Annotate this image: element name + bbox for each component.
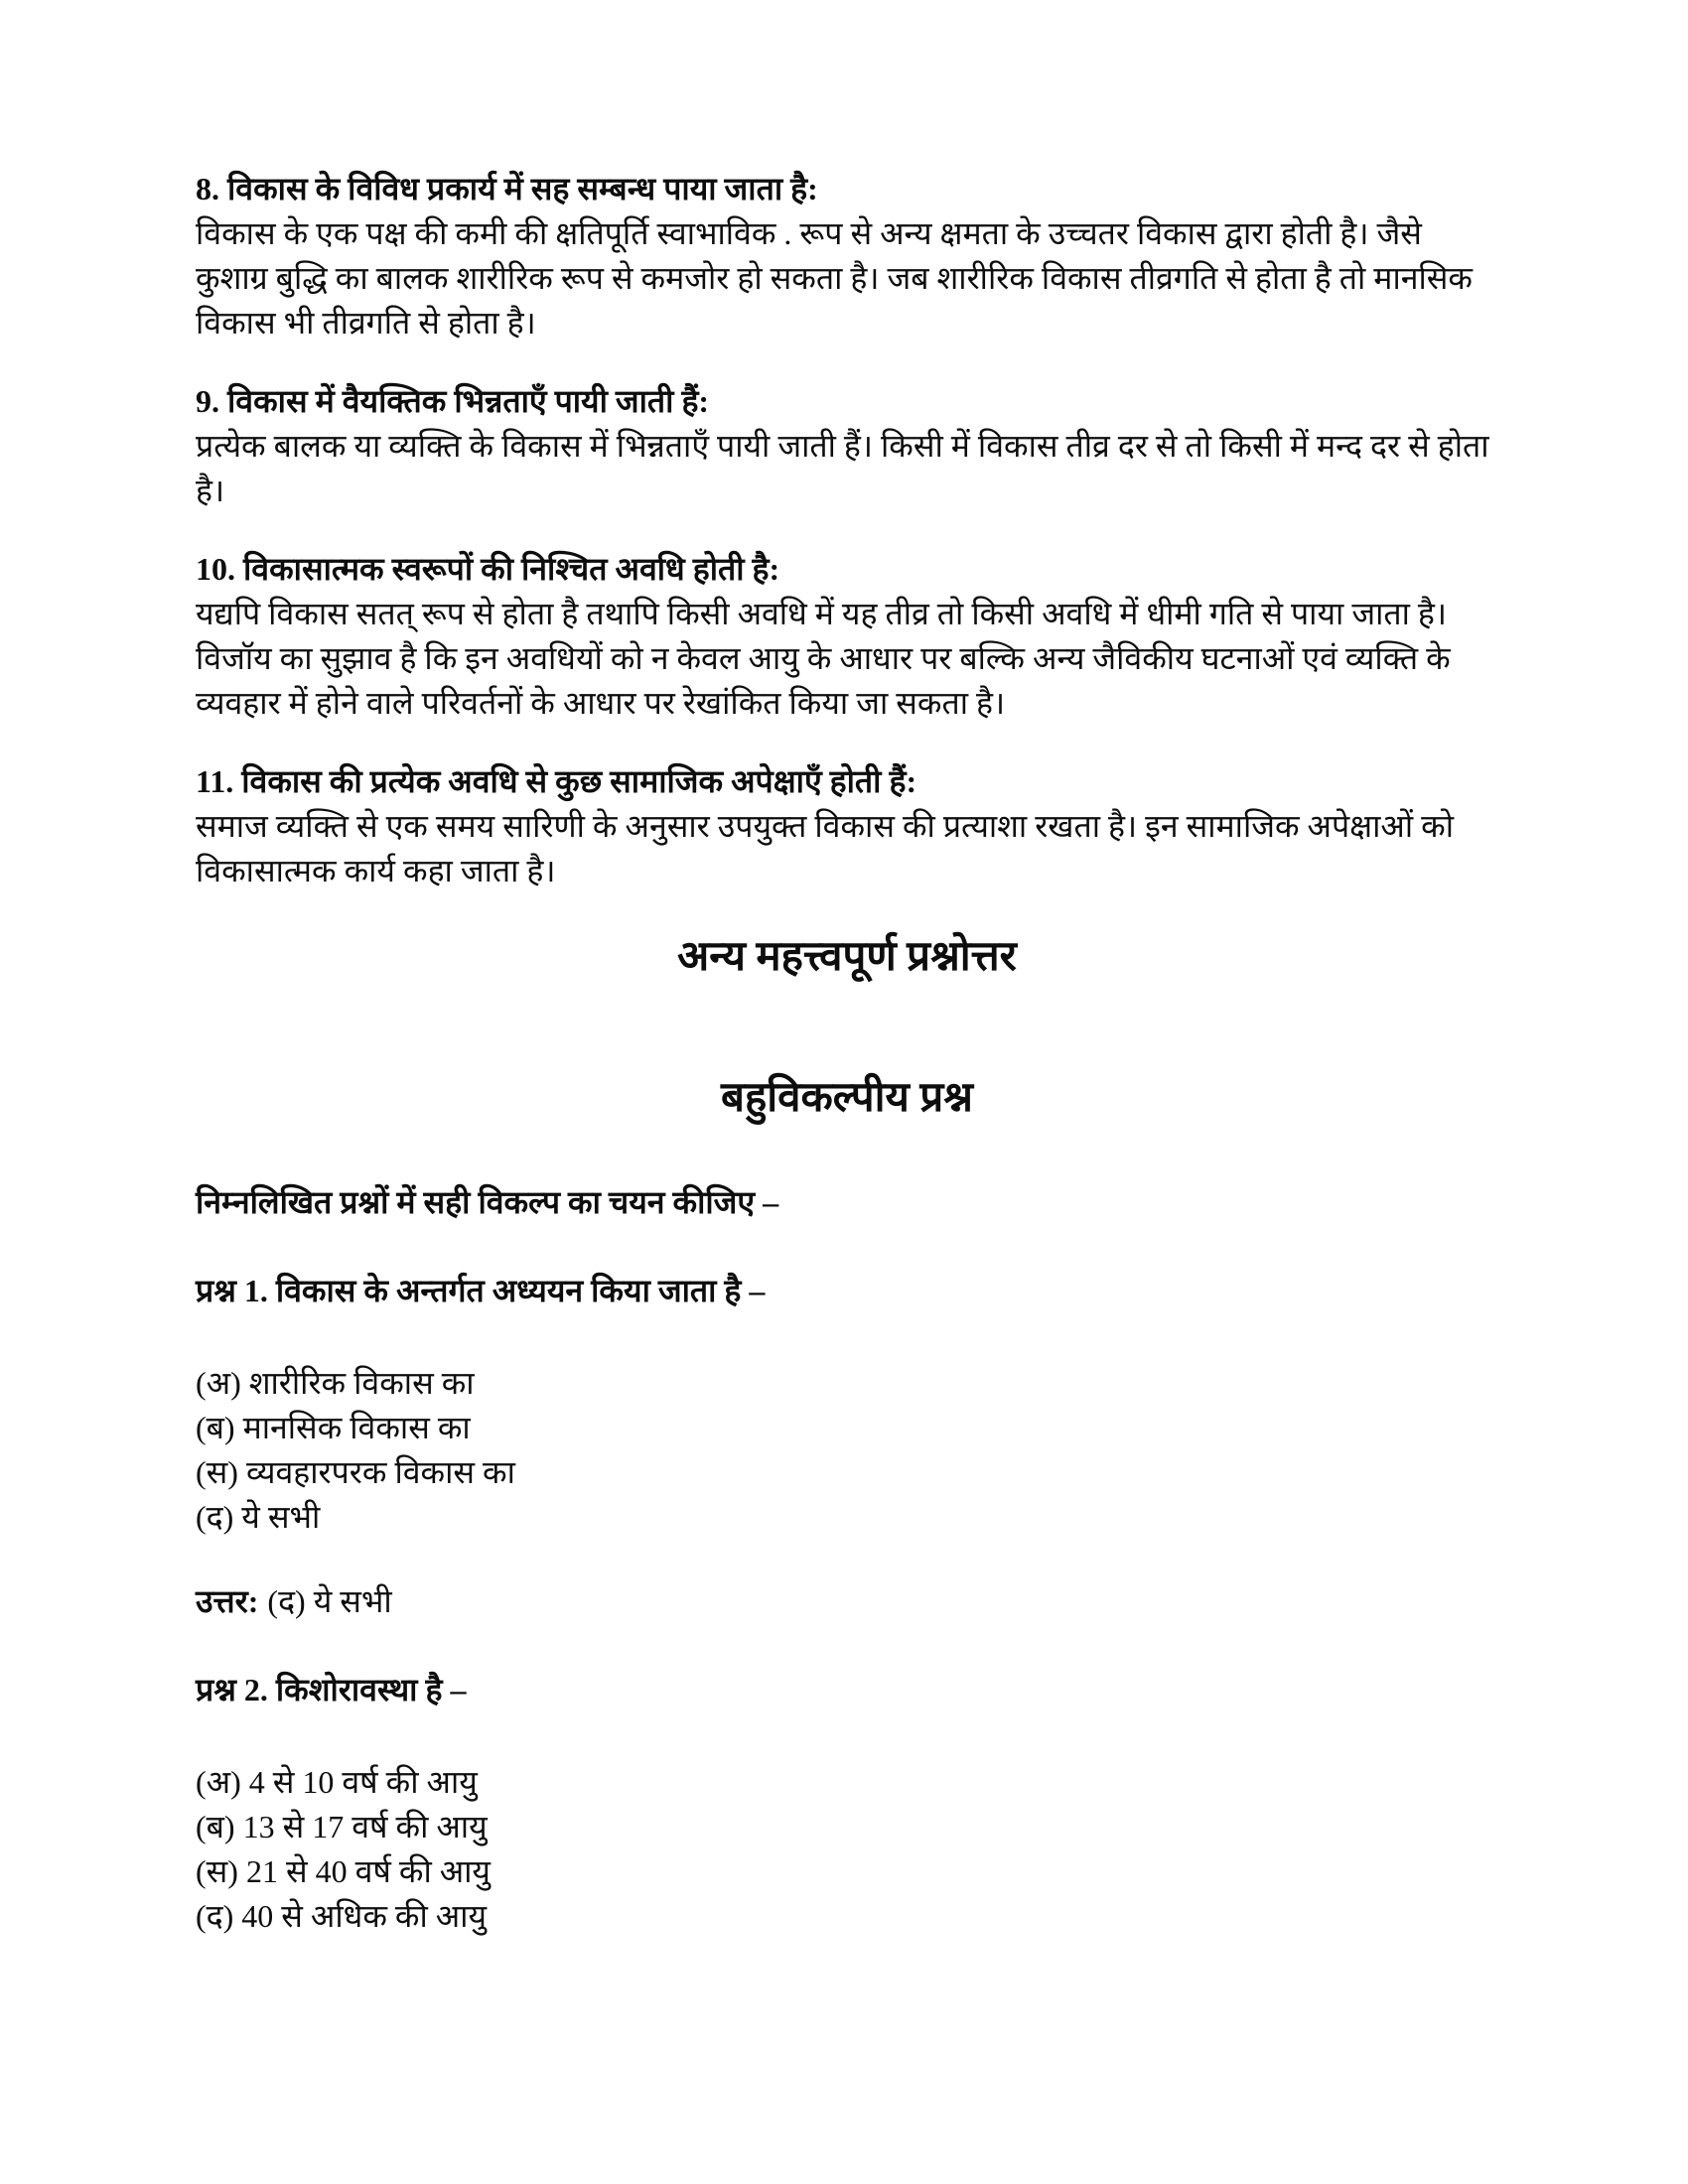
section-heading: 11. विकास की प्रत्येक अवधि से कुछ सामाजिक अपेक्षाएँ होती हैं: <box>196 763 917 799</box>
sub-heading: बहुविकल्पीय प्रश्न <box>721 1075 973 1121</box>
option-c: (स) 21 से 40 वर्ष की आयु <box>196 1853 491 1889</box>
section-body: यद्यपि विकास सतत् रूप से होता है तथापि किसी अवधि में यह तीव्र तो किसी अवधि में धीमी गति से पाया जाता है। विजॉय का सुझाव है कि इन अवधियों को न केवल आयु के आधार पर बल्कि अन्य जैविकीय घटनाओं एवं व्यक्ति के व्यवहार में होने वाले परिवर्तनों के आधार पर रेखांकित किया जा सकता है। <box>196 596 1451 721</box>
option-a: (अ) 4 से 10 वर्ष की आयु <box>196 1764 478 1800</box>
options-list <box>196 1760 1498 1939</box>
section-10 <box>196 547 1498 726</box>
section-body: विकास के एक पक्ष की कमी की क्षतिपूर्ति स्वाभाविक . रूप से अन्य क्षमता के उच्चतर विकास द्वारा होती है। जैसे कुशाग्र बुद्धि का बालक शारीरिक रूप से कमजोर हो सकता है। जब शारीरिक विकास तीव्रगति से होता है तो मानसिक विकास भी तीव्रगति से होता है। <box>196 215 1473 341</box>
section-body: प्रत्येक बालक या व्यक्ति के विकास में भिन्नताएँ पायी जाती हैं। किसी में विकास तीव्र दर से तो किसी में मन्द दर से होता है। <box>196 428 1489 508</box>
answer-label: उत्तर: <box>196 1583 259 1619</box>
question-block-2 <box>196 1668 1498 1939</box>
section-heading: 8. विकास के विविध प्रकार्य में सह सम्बन्ध पाया जाता है: <box>196 171 818 206</box>
answer-value: (द) ये सभी <box>267 1583 392 1619</box>
option-d: (द) 40 से अधिक की आयु <box>196 1898 488 1934</box>
section-body: समाज व्यक्ति से एक समय सारिणी के अनुसार उपयुक्त विकास की प्रत्याशा रखता है। इन सामाजिक अपेक्षाओं को विकासात्मक कार्य कहा जाता है। <box>196 808 1454 888</box>
answer-line <box>196 1579 1498 1624</box>
question-text: प्रश्न 1. विकास के अन्तर्गत अध्ययन किया जाता है – <box>196 1273 766 1308</box>
document-content <box>196 167 1498 1939</box>
section-9 <box>196 379 1498 513</box>
section-heading: 9. विकास में वैयक्तिक भिन्नताएँ पायी जाती हैं: <box>196 383 710 419</box>
main-heading: अन्य महत्त्वपूर्ण प्रश्नोत्तर <box>677 934 1017 980</box>
section-8 <box>196 167 1498 345</box>
question-text: प्रश्न 2. किशोरावस्था है – <box>196 1672 467 1707</box>
option-b: (ब) मानसिक विकास का <box>196 1410 471 1445</box>
question-block-1 <box>196 1269 1498 1624</box>
option-d: (द) ये सभी <box>196 1499 321 1535</box>
options-list <box>196 1361 1498 1540</box>
instruction-text: निम्नलिखित प्रश्नों में सही विकल्प का चयन कीजिए – <box>196 1184 779 1220</box>
section-heading: 10. विकासात्मक स्वरूपों की निश्चित अवधि होती है: <box>196 551 780 587</box>
option-c: (स) व्यवहारपरक विकास का <box>196 1454 515 1490</box>
option-b: (ब) 13 से 17 वर्ष की आयु <box>196 1809 488 1844</box>
option-a: (अ) शारीरिक विकास का <box>196 1365 475 1401</box>
section-11 <box>196 759 1498 893</box>
